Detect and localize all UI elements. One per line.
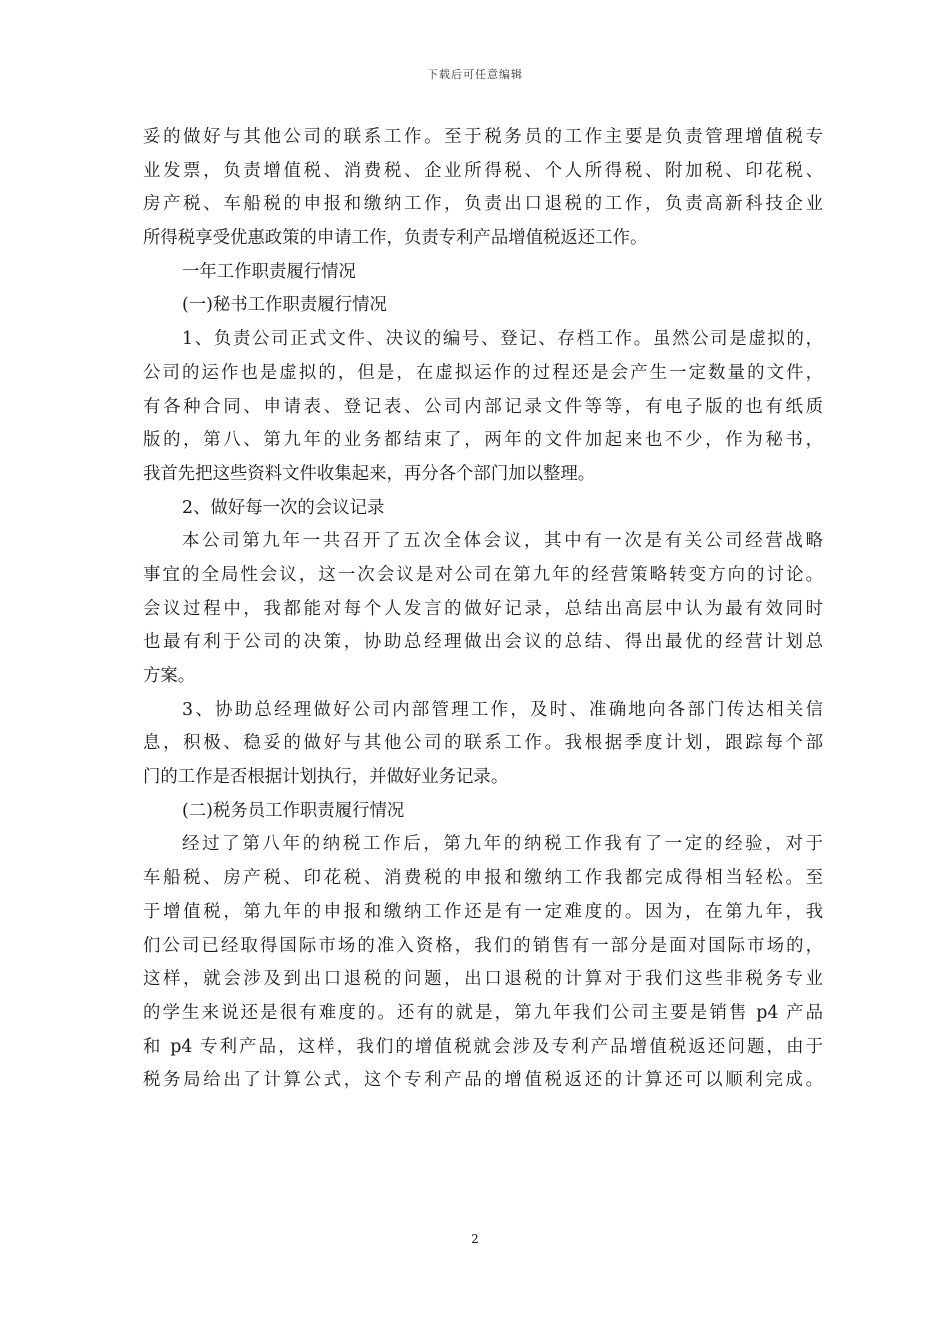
text-line: 们公司已经取得国际市场的准入资格，我们的销售有一部分是面对国际市场的， xyxy=(143,935,823,956)
text-line: 会议过程中，我都能对每个人发言的做好记录，总结出高层中认为最有效同时 xyxy=(143,598,823,619)
text-line: 所得税享受优惠政策的申请工作，负责专利产品增值税返还工作。 xyxy=(143,228,648,249)
text-line: 也最有利于公司的决策，协助总经理做出会议的总结、得出最优的经营计划总 xyxy=(143,632,823,653)
text-line: 业发票，负责增值税、消费税、企业所得税、个人所得税、附加税、印花税、 xyxy=(143,160,823,181)
text-line: 息，积极、稳妥的做好与其他公司的联系工作。我根据季度计划，跟踪每个部 xyxy=(143,733,823,754)
text-line: 版的，第八、第九年的业务都结束了，两年的文件加起来也不少，作为秘书， xyxy=(143,430,823,451)
page-header: 下载后可任意编辑 xyxy=(427,68,523,81)
text-line: 公司的运作也是虚拟的，但是，在虚拟运作的过程还是会产生一定数量的文件， xyxy=(143,362,823,383)
subsection-heading: (二)税务员工作职责履行情况 xyxy=(182,800,405,821)
text-line: 方案。 xyxy=(143,666,196,686)
text-line: 这样，就会涉及到出口退税的问题，出口退税的计算对于我们这些非税务专业 xyxy=(143,969,823,990)
page-number: 2 xyxy=(471,1232,479,1246)
text-line: 门的工作是否根据计划执行，并做好业务记录。 xyxy=(143,767,509,788)
text-line: 和 p4 专利产品，这样，我们的增值税就会涉及专利产品增值税返还问题，由于 xyxy=(143,1036,823,1057)
text-line: 房产税、车船税的申报和缴纳工作，负责出口退税的工作，负责高新科技企业 xyxy=(143,194,823,215)
text-line: 1、负责公司正式文件、决议的编号、登记、存档工作。虽然公司是虚拟的， xyxy=(182,329,823,350)
text-line: 税务局给出了计算公式，这个专利产品的增值税返还的计算还可以顺利完成。 xyxy=(143,1070,823,1091)
text-line: 本公司第九年一共召开了五次全体会议，其中有一次是有关公司经营战略 xyxy=(182,531,823,552)
text-line: 3、协助总经理做好公司内部管理工作，及时、准确地向各部门传达相关信 xyxy=(182,699,823,720)
text-line: 于增值税，第九年的申报和缴纳工作还是有一定难度的。因为，在第九年，我 xyxy=(143,901,823,922)
document-body xyxy=(143,121,823,1098)
text-line: 我首先把这些资料文件收集起来，再分各个部门加以整理。 xyxy=(143,463,596,484)
text-line: 妥的做好与其他公司的联系工作。至于税务员的工作主要是负责管理增值税专 xyxy=(143,127,823,147)
text-line: 有各种合同、申请表、登记表、公司内部记录文件等等，有电子版的也有纸质 xyxy=(143,396,823,417)
text-line: 事宜的全局性会议，这一次会议是对公司在第九年的经营策略转变方向的讨论。 xyxy=(143,564,823,585)
text-line: 的学生来说还是很有难度的。还有的就是，第九年我们公司主要是销售 p4 产品 xyxy=(143,1002,823,1023)
text-line: 经过了第八年的纳税工作后，第九年的纳税工作我有了一定的经验，对于 xyxy=(182,834,823,855)
section-heading: 一年工作职责履行情况 xyxy=(182,261,356,282)
item-heading: 2、做好每一次的会议记录 xyxy=(182,497,385,518)
subsection-heading: (一)秘书工作职责履行情况 xyxy=(182,295,387,316)
text-line: 车船税、房产税、印花税、消费税的申报和缴纳工作我都完成得相当轻松。至 xyxy=(143,868,823,889)
